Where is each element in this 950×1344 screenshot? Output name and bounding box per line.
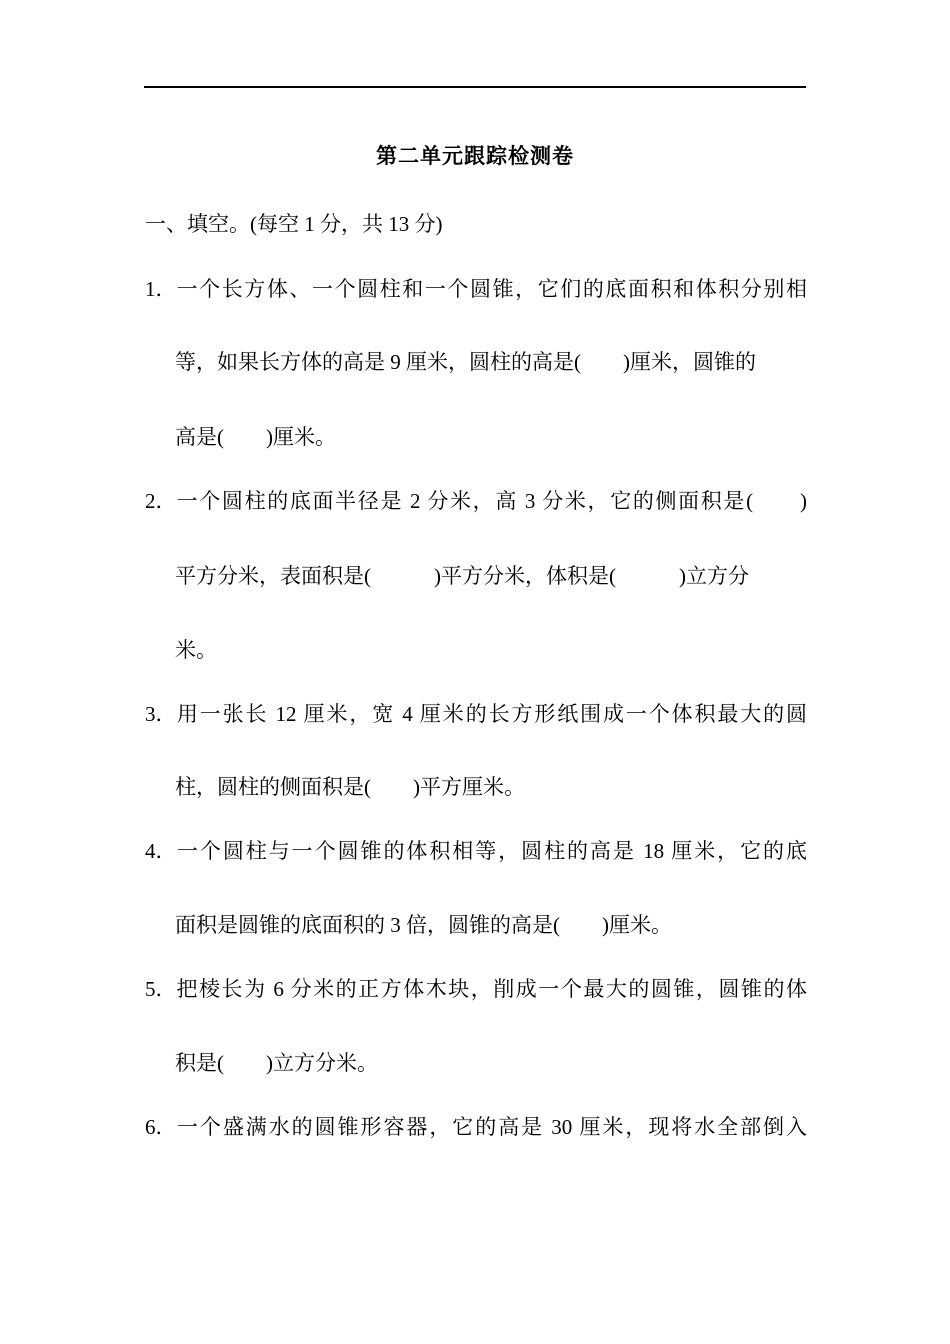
- question-1: [145, 275, 807, 303]
- question-number: 3．: [145, 702, 177, 726]
- question-number: 2．: [145, 489, 177, 513]
- question-4-line-2: 面积是圆锥的底面积的 3 倍，圆锥的高是( )厘米。: [175, 913, 672, 937]
- question-number: 5．: [145, 977, 177, 1001]
- question-2-line-3: 米。: [175, 638, 217, 662]
- question-2-line-2: 平方分米，表面积是( )平方分米，体积是( )立方分: [175, 564, 749, 588]
- question-text: 一个长方体、一个圆柱和一个圆锥，它们的底面积和体积分别相: [175, 277, 807, 301]
- question-text: 一个盛满水的圆锥形容器，它的高是 30 厘米，现将水全部倒入: [175, 1115, 807, 1139]
- question-6: [145, 1113, 807, 1141]
- question-text: 用一张长 12 厘米，宽 4 厘米的长方形纸围成一个体积最大的圆: [175, 702, 807, 726]
- question-5-line-2: 积是( )立方分米。: [175, 1051, 378, 1075]
- question-1-line-3: 高是( )厘米。: [175, 425, 336, 449]
- question-2: [145, 487, 807, 515]
- question-3: [145, 700, 807, 728]
- question-4: [145, 837, 807, 865]
- question-number: 6．: [145, 1115, 177, 1139]
- question-text: 把棱长为 6 分米的正方体木块，削成一个最大的圆锥，圆锥的体: [175, 977, 807, 1001]
- question-5: [145, 975, 807, 1003]
- question-3-line-2: 柱，圆柱的侧面积是( )平方厘米。: [175, 775, 525, 799]
- question-number: 1．: [145, 277, 177, 301]
- question-text: 一个圆柱与一个圆锥的体积相等，圆柱的高是 18 厘米，它的底: [175, 839, 807, 863]
- section-heading: 一、填空。(每空 1 分，共 13 分): [145, 212, 443, 236]
- question-number: 4．: [145, 839, 177, 863]
- page-title: 第二单元跟踪检测卷: [376, 144, 574, 168]
- question-text: 一个圆柱的底面半径是 2 分米，高 3 分米，它的侧面积是( ): [175, 489, 807, 513]
- header-rule: [144, 86, 806, 88]
- question-1-line-2: 等，如果长方体的高是 9 厘米，圆柱的高是( )厘米，圆锥的: [175, 350, 756, 374]
